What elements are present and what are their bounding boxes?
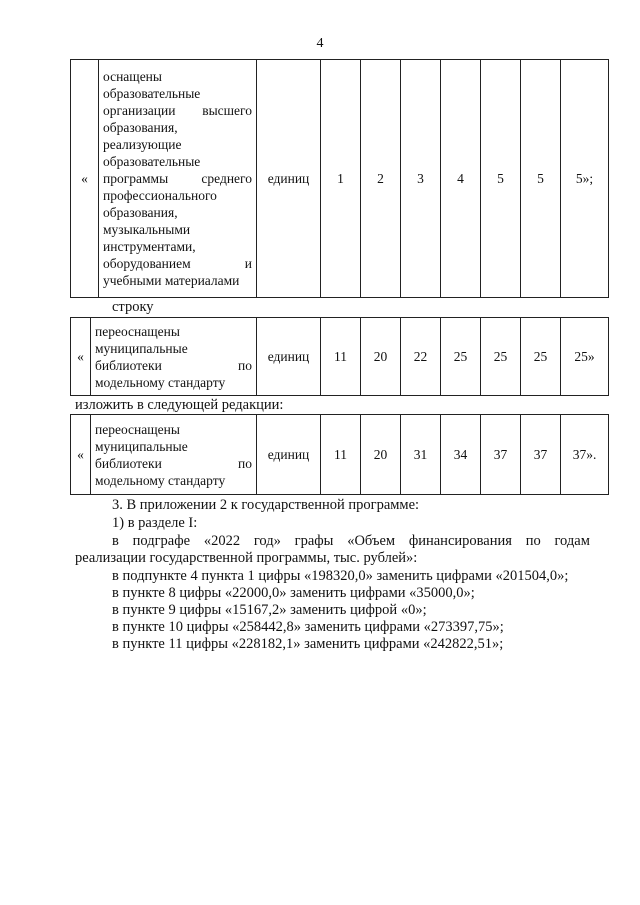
- description-word: учебными материалами: [103, 273, 240, 288]
- description-line: [103, 119, 252, 136]
- value-cell: 37: [481, 415, 521, 495]
- description-word: профессионального: [103, 188, 217, 203]
- description-word: библиотеки: [95, 357, 162, 373]
- paragraph-point-9: в пункте 9 цифры «15167,2» заменить цифрой «0»;: [112, 602, 427, 618]
- value-cell: 20: [361, 415, 401, 495]
- description-word: программы: [103, 171, 169, 186]
- quote-cell: «: [71, 415, 91, 495]
- page-number: 4: [316, 36, 324, 51]
- description-line: [95, 323, 252, 340]
- quote-cell: «: [71, 60, 99, 298]
- value-cell: 2: [361, 60, 401, 298]
- description-word: по: [238, 357, 252, 373]
- description-word: муниципальные: [95, 438, 188, 454]
- stroku-label: строку: [112, 299, 154, 315]
- paragraph-word: по: [525, 533, 541, 549]
- value-cell: 5: [521, 60, 561, 298]
- paragraph-word: годам: [554, 533, 590, 549]
- description-line: [95, 374, 252, 391]
- unit-cell: единиц: [257, 415, 321, 495]
- indicator-description: [99, 60, 257, 298]
- description-line: [103, 170, 252, 187]
- paragraph-word: графы: [294, 533, 334, 549]
- quote-cell: «: [71, 318, 91, 396]
- value-cell: 25: [521, 318, 561, 396]
- indicator-table-libraries-new: [70, 414, 609, 495]
- description-word: переоснащены: [95, 323, 180, 339]
- paragraph-subgraph-2022: [112, 533, 590, 550]
- description-word: музыкальными: [103, 222, 191, 237]
- description-word: модельному стандарту: [95, 472, 226, 488]
- value-cell: 37: [521, 415, 561, 495]
- description-word: образовательные: [103, 154, 201, 169]
- izlozhit-label: изложить в следующей редакции:: [75, 397, 284, 413]
- value-cell: 22: [401, 318, 441, 396]
- value-cell: 4: [441, 60, 481, 298]
- value-cell: 11: [321, 415, 361, 495]
- description-word: муниципальные: [95, 340, 188, 356]
- description-word: образования,: [103, 120, 178, 135]
- description-line: [95, 340, 252, 357]
- paragraph-word: финансирования: [408, 533, 512, 549]
- value-cell: 25»: [561, 318, 609, 396]
- indicator-table-libraries-old: [70, 317, 609, 396]
- description-line: [95, 455, 252, 472]
- description-word: реализующие: [103, 137, 182, 152]
- paragraph-point-10: в пункте 10 цифры «258442,8» заменить цифрами «273397,75»;: [112, 619, 504, 635]
- description-word: оборудованием: [103, 256, 191, 271]
- description-word: инструментами,: [103, 239, 196, 254]
- indicator-description: [91, 318, 257, 396]
- description-word: оснащены: [103, 69, 162, 84]
- description-line: [103, 255, 252, 272]
- description-line: [103, 221, 252, 238]
- paragraph-point-11: в пункте 11 цифры «228182,1» заменить цифрами «242822,51»;: [112, 636, 504, 652]
- paragraph-word: в: [112, 533, 119, 549]
- paragraph-word: год»: [253, 533, 281, 549]
- description-word: организации: [103, 103, 176, 118]
- description-line: [103, 187, 252, 204]
- description-line: [103, 204, 252, 221]
- description-word: образования,: [103, 205, 178, 220]
- description-word: библиотеки: [95, 455, 162, 471]
- value-cell: 1: [321, 60, 361, 298]
- paragraph-point-8: в пункте 8 цифры «22000,0» заменить цифрами «35000,0»;: [112, 585, 475, 601]
- description-line: [95, 438, 252, 455]
- value-cell: 5»;: [561, 60, 609, 298]
- value-cell: 31: [401, 415, 441, 495]
- indicator-table-music-equipment: [70, 59, 609, 298]
- value-cell: 20: [361, 318, 401, 396]
- value-cell: 25: [441, 318, 481, 396]
- value-cell: 11: [321, 318, 361, 396]
- description-word: модельному стандарту: [95, 374, 226, 390]
- value-cell: 37».: [561, 415, 609, 495]
- description-line: [103, 85, 252, 102]
- description-line: [103, 136, 252, 153]
- description-line: [95, 472, 252, 489]
- paragraph-appendix-2: 3. В приложении 2 к государственной программе:: [112, 497, 420, 513]
- description-line: [103, 272, 252, 289]
- value-cell: 34: [441, 415, 481, 495]
- paragraph-subgraph-continuation: реализации государственной программы, тыс. рублей»:: [75, 550, 418, 566]
- description-word: образовательные: [103, 86, 201, 101]
- description-line: [103, 153, 252, 170]
- value-cell: 25: [481, 318, 521, 396]
- description-line: [95, 421, 252, 438]
- description-line: [103, 102, 252, 119]
- unit-cell: единиц: [257, 318, 321, 396]
- paragraph-section-1: 1) в разделе I:: [112, 515, 198, 531]
- indicator-description: [91, 415, 257, 495]
- paragraph-word: подграфе: [132, 533, 191, 549]
- description-word: переоснащены: [95, 421, 180, 437]
- description-word: среднего: [201, 171, 252, 186]
- description-line: [103, 68, 252, 85]
- description-line: [103, 238, 252, 255]
- description-word: по: [238, 455, 252, 471]
- description-word: и: [244, 256, 252, 271]
- paragraph-point-4: в подпункте 4 пункта 1 цифры «198320,0» заменить цифрами «201504,0»;: [112, 568, 569, 584]
- value-cell: 3: [401, 60, 441, 298]
- value-cell: 5: [481, 60, 521, 298]
- paragraph-word: «2022: [203, 533, 241, 549]
- unit-cell: единиц: [257, 60, 321, 298]
- paragraph-word: «Объем: [347, 533, 396, 549]
- description-line: [95, 357, 252, 374]
- description-word: высшего: [202, 103, 252, 118]
